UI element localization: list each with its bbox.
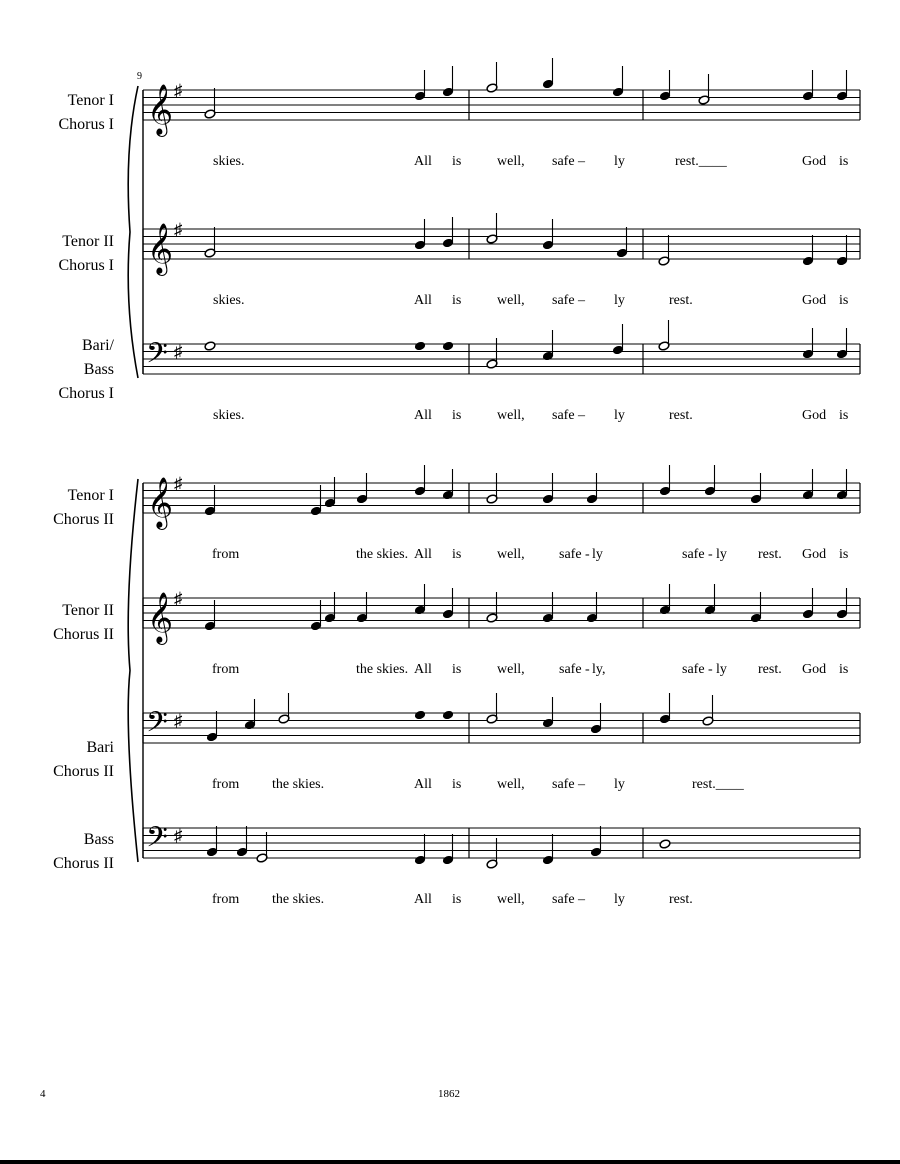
lyric-syllable: is (452, 408, 462, 423)
lyric-syllable: ly, (592, 662, 606, 677)
lyric-syllable: rest. (758, 662, 782, 677)
lyric-syllable: is (839, 408, 849, 423)
lyric-syllable: safe - (559, 547, 590, 562)
lyric-syllable: All (414, 777, 432, 792)
lyric-syllable: ly (614, 892, 625, 907)
lyric-syllable: is (452, 154, 462, 169)
staff-name-line: Chorus II (53, 626, 114, 643)
lyric-syllable: ly (592, 547, 603, 562)
lyric-syllable: is (452, 547, 462, 562)
lyric-syllable: is (839, 662, 849, 677)
lyric-syllable: skies. (213, 154, 245, 169)
key-sharp-icon: ♯ (174, 826, 183, 845)
lyric-syllable: is (452, 662, 462, 677)
staff-baribass-chorus1 (58, 320, 860, 423)
lyric-syllable: ly (614, 777, 625, 792)
lyric-syllable: is (839, 154, 849, 169)
lyric-syllable: – (578, 892, 585, 907)
staff-name-line: Tenor II (62, 602, 114, 619)
lyric-syllable: skies. (213, 408, 245, 423)
staff-name-line: Bass (83, 831, 114, 848)
staff-name-line: Chorus II (53, 763, 114, 780)
lyric-syllable: ly (716, 547, 727, 562)
lyric-syllable: is (452, 892, 462, 907)
page-bottom-border (0, 1160, 900, 1164)
lyric-syllable: – (578, 408, 585, 423)
lyric-syllable: is (452, 293, 462, 308)
note-head (659, 839, 671, 849)
lyric-syllable: the skies. (356, 547, 409, 562)
staff-name-line: Chorus II (53, 511, 114, 528)
treble-clef-icon: 𝄞 (147, 224, 174, 273)
key-sharp-icon: ♯ (174, 81, 183, 100)
staff-name-line: Tenor I (67, 92, 114, 109)
treble-clef-icon: 𝄞 (147, 593, 174, 642)
lyric-syllable: safe (552, 777, 575, 792)
lyric-syllable: – (578, 154, 585, 169)
lyric-syllable: from (212, 777, 240, 792)
staff-bass-chorus2 (53, 823, 860, 907)
page-number: 4 (40, 1088, 46, 1100)
key-sharp-icon: ♯ (174, 589, 183, 608)
note-head (204, 341, 216, 351)
lyric-syllable: – (578, 293, 585, 308)
staff-tenor2-chorus2 (53, 584, 860, 677)
lyric-syllable: skies. (213, 293, 245, 308)
lyric-syllable: well, (497, 154, 525, 169)
lyric-syllable: from (212, 547, 240, 562)
lyric-syllable: safe (552, 154, 575, 169)
lyric-syllable: well, (497, 777, 525, 792)
lyric-syllable: ly (716, 662, 727, 677)
measure-number: 9 (137, 71, 142, 82)
lyric-syllable: the skies. (272, 777, 325, 792)
lyric-syllable: well, (497, 547, 525, 562)
lyric-syllable: rest. (758, 547, 782, 562)
staff-tenor1-chorus1 (58, 58, 860, 169)
note-head (414, 341, 426, 351)
brace-chorus2 (128, 479, 138, 862)
staff-name-line: Bass (83, 361, 114, 378)
key-sharp-icon: ♯ (174, 474, 183, 493)
lyric-syllable: safe - (559, 662, 590, 677)
lyric-syllable: All (414, 293, 432, 308)
key-sharp-icon: ♯ (174, 220, 183, 239)
bass-clef-icon: 𝄢 (146, 823, 168, 860)
staff-name-line: Chorus I (58, 257, 114, 274)
lyric-syllable: All (414, 662, 432, 677)
note-head (442, 710, 454, 720)
staff-name-line: Tenor I (67, 487, 114, 504)
lyric-syllable: rest.____ (675, 154, 727, 169)
lyric-syllable: God (802, 408, 827, 423)
lyric-syllable: rest. (669, 408, 693, 423)
lyric-syllable: from (212, 892, 240, 907)
key-sharp-icon: ♯ (174, 711, 183, 730)
lyric-syllable: – (578, 777, 585, 792)
lyric-syllable: safe (552, 408, 575, 423)
treble-clef-icon: 𝄞 (147, 85, 174, 134)
lyric-syllable: is (839, 547, 849, 562)
lyric-syllable: well, (497, 662, 525, 677)
lyric-syllable: safe - (682, 547, 713, 562)
staff-name-line: Bari (86, 739, 114, 756)
lyric-syllable: All (414, 408, 432, 423)
lyric-syllable: from (212, 662, 240, 677)
brace-chorus1 (128, 86, 138, 378)
lyric-syllable: rest. (669, 293, 693, 308)
lyric-syllable: All (414, 892, 432, 907)
lyric-syllable: ly (614, 293, 625, 308)
lyric-syllable: God (802, 547, 827, 562)
lyric-syllable: rest.____ (692, 777, 744, 792)
lyric-syllable: well, (497, 293, 525, 308)
staff-name-line: Chorus I (58, 385, 114, 402)
staff-name-line: Chorus II (53, 855, 114, 872)
bass-clef-icon: 𝄢 (146, 708, 168, 745)
staff-tenor1-chorus2 (53, 465, 860, 562)
lyric-syllable: God (802, 154, 827, 169)
lyric-syllable: the skies. (356, 662, 409, 677)
key-sharp-icon: ♯ (174, 342, 183, 361)
lyric-syllable: is (452, 777, 462, 792)
treble-clef-icon: 𝄞 (147, 478, 174, 527)
lyric-syllable: God (802, 662, 827, 677)
lyric-syllable: is (839, 293, 849, 308)
staff-name-line: Bari/ (82, 337, 114, 354)
lyric-syllable: ly (614, 154, 625, 169)
note-head (414, 710, 426, 720)
staff-tenor2-chorus1 (58, 213, 860, 308)
lyric-syllable: All (414, 547, 432, 562)
lyric-syllable: safe (552, 892, 575, 907)
staff-name-line: Chorus I (58, 116, 114, 133)
lyric-syllable: well, (497, 408, 525, 423)
lyric-syllable: ly (614, 408, 625, 423)
lyric-syllable: the skies. (272, 892, 325, 907)
staff-bari-chorus2 (53, 693, 860, 792)
note-head (442, 341, 454, 351)
staves-layer (53, 58, 860, 907)
bass-clef-icon: 𝄢 (146, 339, 168, 376)
lyric-syllable: well, (497, 892, 525, 907)
staff-name-line: Tenor II (62, 233, 114, 250)
lyric-syllable: God (802, 293, 827, 308)
lyric-syllable: safe - (682, 662, 713, 677)
lyric-syllable: rest. (669, 892, 693, 907)
lyric-syllable: safe (552, 293, 575, 308)
footer-title: 1862 (438, 1088, 460, 1100)
lyric-syllable: All (414, 154, 432, 169)
